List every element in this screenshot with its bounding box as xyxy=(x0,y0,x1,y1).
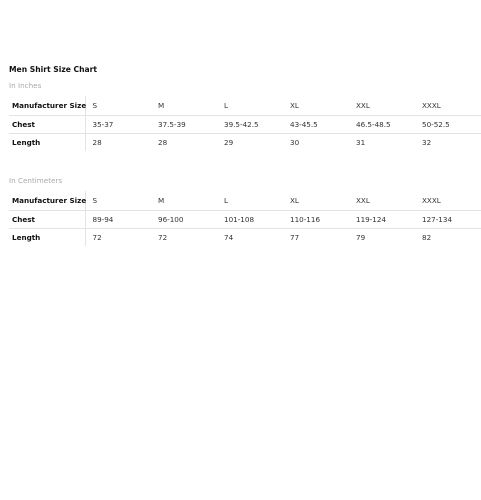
size-cell: XL xyxy=(283,96,349,115)
table-row-chest xyxy=(9,115,481,133)
value-cell: 43-45.5 xyxy=(283,115,349,133)
row-label: Manufacturer Size xyxy=(9,96,85,115)
row-label: Manufacturer Size xyxy=(9,191,85,210)
size-cell: XXXL xyxy=(415,96,481,115)
table-row-length xyxy=(9,228,481,246)
value-cell: 72 xyxy=(92,232,102,242)
table-row-length xyxy=(9,133,481,151)
size-table-inches xyxy=(9,96,481,151)
value-cell: 29 xyxy=(224,137,234,147)
row-label: Length xyxy=(9,133,85,151)
value-cell: 28 xyxy=(92,137,102,147)
value-cell: 46.5-48.5 xyxy=(349,115,415,133)
row-label: Chest xyxy=(9,210,85,228)
size-table-centimeters xyxy=(9,191,481,246)
value-cell: 101-108 xyxy=(217,210,283,228)
chart-title: Men Shirt Size Chart xyxy=(9,65,98,74)
value-cell: 79 xyxy=(356,232,366,242)
value-cell: 39.5-42.5 xyxy=(217,115,283,133)
value-cell: 77 xyxy=(290,232,300,242)
row-label: Length xyxy=(9,228,85,246)
size-cell: S xyxy=(85,96,151,115)
value-cell: 72 xyxy=(158,232,168,242)
size-cell: L xyxy=(217,191,283,210)
size-cell: XXL xyxy=(349,191,415,210)
value-cell: 28 xyxy=(158,137,168,147)
value-cell: 96-100 xyxy=(151,210,217,228)
value-cell: 32 xyxy=(422,137,432,147)
size-chart xyxy=(9,64,481,246)
size-cell: XXL xyxy=(349,96,415,115)
value-cell: 110-116 xyxy=(283,210,349,228)
value-cell: 119-124 xyxy=(349,210,415,228)
size-cell: M xyxy=(151,96,217,115)
value-cell: 127-134 xyxy=(415,210,481,228)
value-cell: 89-94 xyxy=(85,210,151,228)
table-row-header xyxy=(9,191,481,210)
value-cell: 37.5-39 xyxy=(151,115,217,133)
value-cell: 31 xyxy=(356,137,366,147)
section-label-centimeters: In Centimeters xyxy=(9,176,63,185)
value-cell: 50-52.5 xyxy=(415,115,481,133)
size-cell: S xyxy=(85,191,151,210)
table-row-chest xyxy=(9,210,481,228)
row-label: Chest xyxy=(9,115,85,133)
value-cell: 82 xyxy=(422,232,432,242)
size-cell: M xyxy=(151,191,217,210)
value-cell: 74 xyxy=(224,232,234,242)
section-label-inches: In Inches xyxy=(9,81,42,90)
size-cell: XL xyxy=(283,191,349,210)
value-cell: 35-37 xyxy=(85,115,151,133)
size-cell: XXXL xyxy=(415,191,481,210)
table-row-header xyxy=(9,96,481,115)
size-cell: L xyxy=(217,96,283,115)
value-cell: 30 xyxy=(290,137,300,147)
